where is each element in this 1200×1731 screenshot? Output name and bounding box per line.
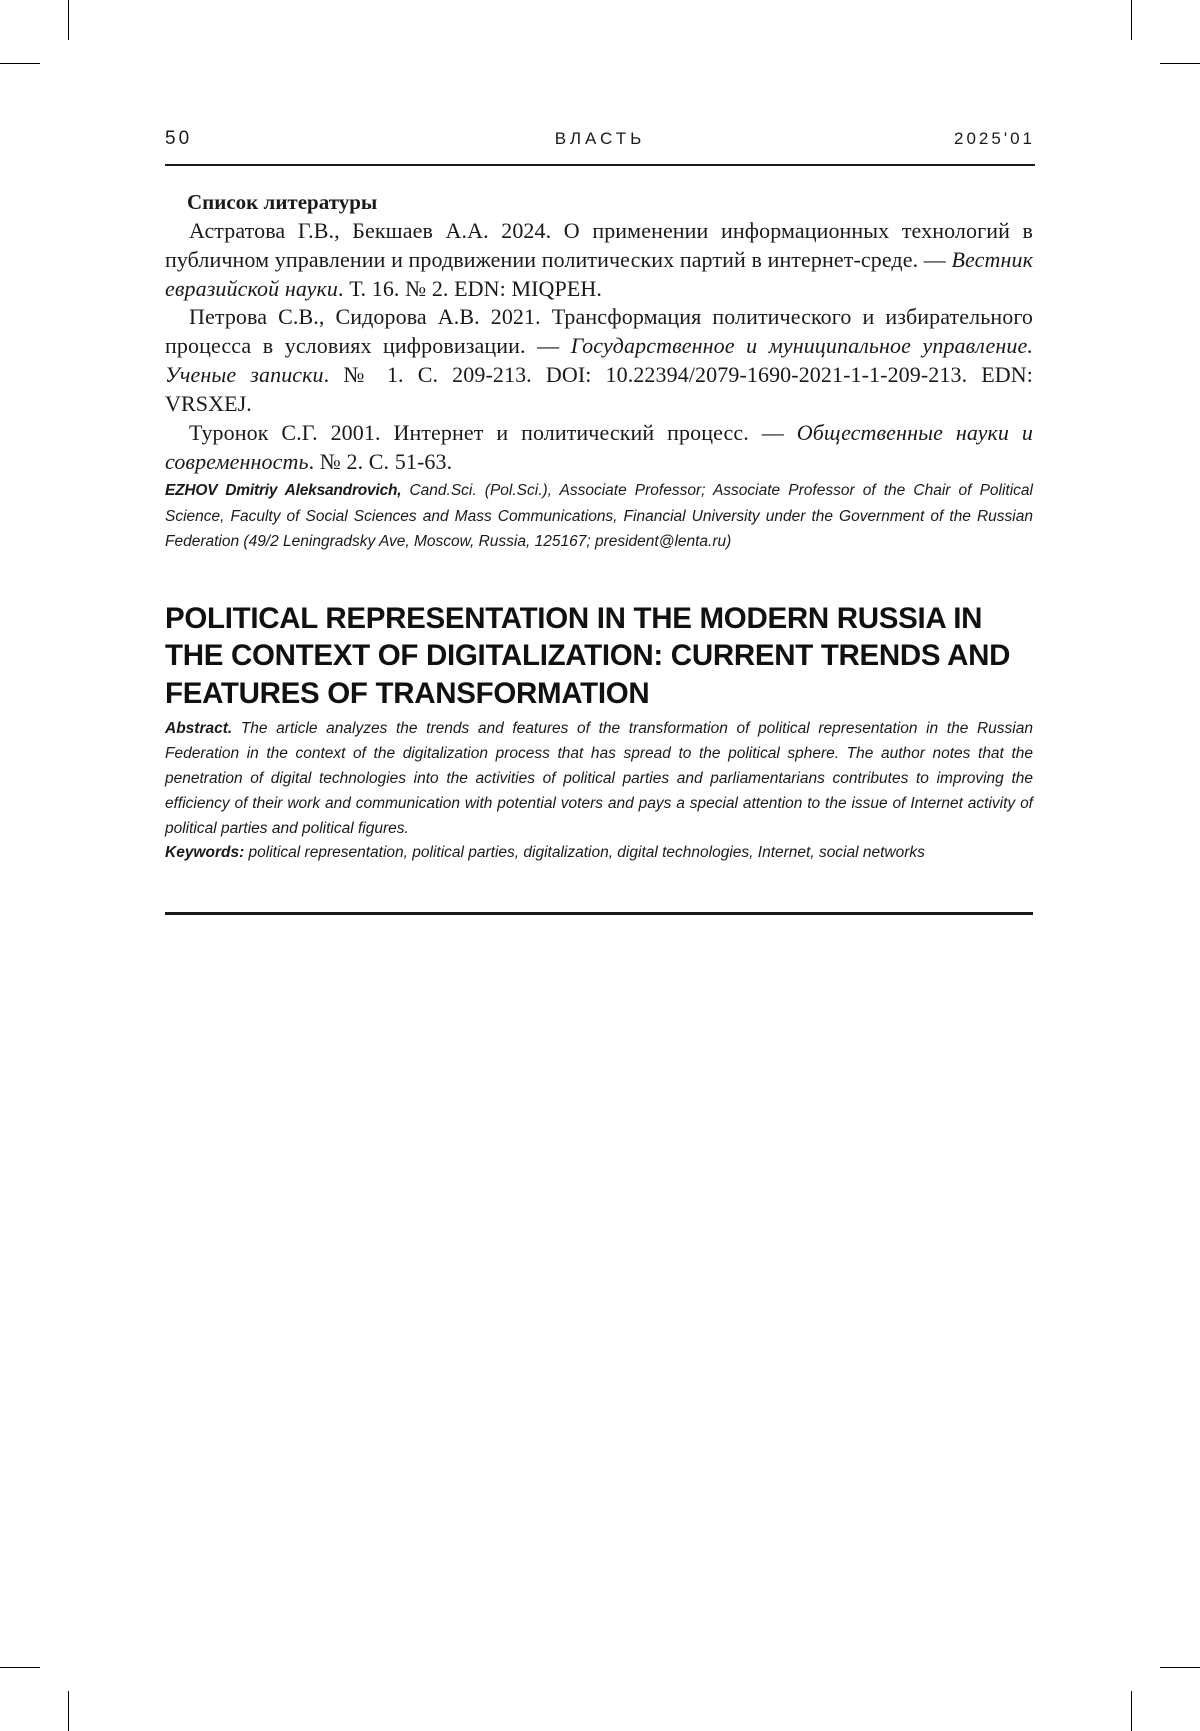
crop-mark-bottom-right: [1131, 1691, 1132, 1731]
reference-text-plain: Туронок С.Г. 2001. Интернет и политический процесс. —: [189, 419, 797, 445]
reference-text-tail: . Т. 16. № 2. EDN: MIQPEH.: [338, 275, 602, 301]
author-affiliation-block: [165, 478, 1033, 555]
reference-source-italic: Вестник евразийской науки: [165, 246, 1033, 301]
reference-item: [165, 303, 1033, 418]
crop-mark-top-left: [68, 0, 69, 40]
reference-item: [165, 419, 1033, 477]
reference-text-plain: Петрова С.В., Сидорова А.В. 2021. Трансформация политического и избирательного процесса в условиях цифровизации. —: [165, 304, 1033, 359]
reference-source-italic: Общественные науки и современность: [165, 419, 1033, 474]
crop-mark-right: [1160, 63, 1200, 64]
section-divider: [165, 912, 1033, 915]
abstract-block: [165, 716, 1033, 842]
journal-name: ВЛАСТЬ: [554, 129, 646, 148]
crop-mark-bottom-right-horizontal: [1160, 1667, 1200, 1668]
running-head: [165, 128, 1035, 166]
page-number: 50: [165, 128, 193, 149]
author-affiliation: Cand.Sci. (Pol.Sci.), Associate Professor; Associate Professor of the Chair of Political Science, Faculty of Social Sciences and Mass Communications, Financial University under the Government of the Russian Federation (49/2 Leningradsky Ave, Moscow, Russia, 125167; president@lenta.ru): [165, 482, 1033, 551]
crop-mark-bottom-left-horizontal: [0, 1667, 40, 1668]
reference-text-plain: Астратова Г.В., Бекшаев А.А. 2024. О применении информационных технологий в публичном управлении и продвижении политических партий в интернет-среде. —: [165, 218, 1033, 272]
references-title: Список литературы: [187, 190, 378, 214]
abstract-text: The article analyzes the trends and features of the transformation of political representation in the Russian Federation in the context of the digitalization process that has spread to the political sphere. The author notes that the penetration of digital technologies into the activities of political parties and parliamentarians contributes to improving the efficiency of their work and communication with potential voters and pays a special attention to the issue of Internet activity of political parties and political figures.: [165, 720, 1033, 838]
keywords-block: [165, 840, 1033, 865]
article-title: POLITICAL REPRESENTATION IN THE MODERN RUSSIA IN THE CONTEXT OF DIGITALIZATION: CURRENT TRENDS AND FEATURES OF TRANSFORMATION: [165, 601, 1011, 710]
issue-label: 2025'01: [954, 129, 1035, 148]
abstract-label: Abstract.: [165, 720, 233, 737]
reference-text-tail: . № 1. С. 209-213. DOI: 10.22394/2079-1690-2021-1-1-209-213. EDN: VRSXEJ.: [165, 362, 1033, 416]
crop-mark-top-right: [1131, 0, 1132, 40]
references-section: [165, 190, 1033, 476]
keywords-label: Keywords:: [165, 844, 245, 861]
reference-item: [165, 217, 1033, 303]
author-name: EZHOV Dmitriy Aleksandrovich,: [165, 482, 402, 499]
keywords-text: political representation, political parties, digitalization, digital technologies, Internet, social networks: [244, 844, 925, 861]
reference-text-tail: . № 2. С. 51-63.: [308, 448, 453, 474]
reference-source-italic: Государственное и муниципальное управление. Ученые записки: [165, 333, 1033, 388]
page-content: [165, 0, 1035, 1731]
crop-mark-left: [0, 63, 40, 64]
crop-mark-bottom-left: [68, 1691, 69, 1731]
